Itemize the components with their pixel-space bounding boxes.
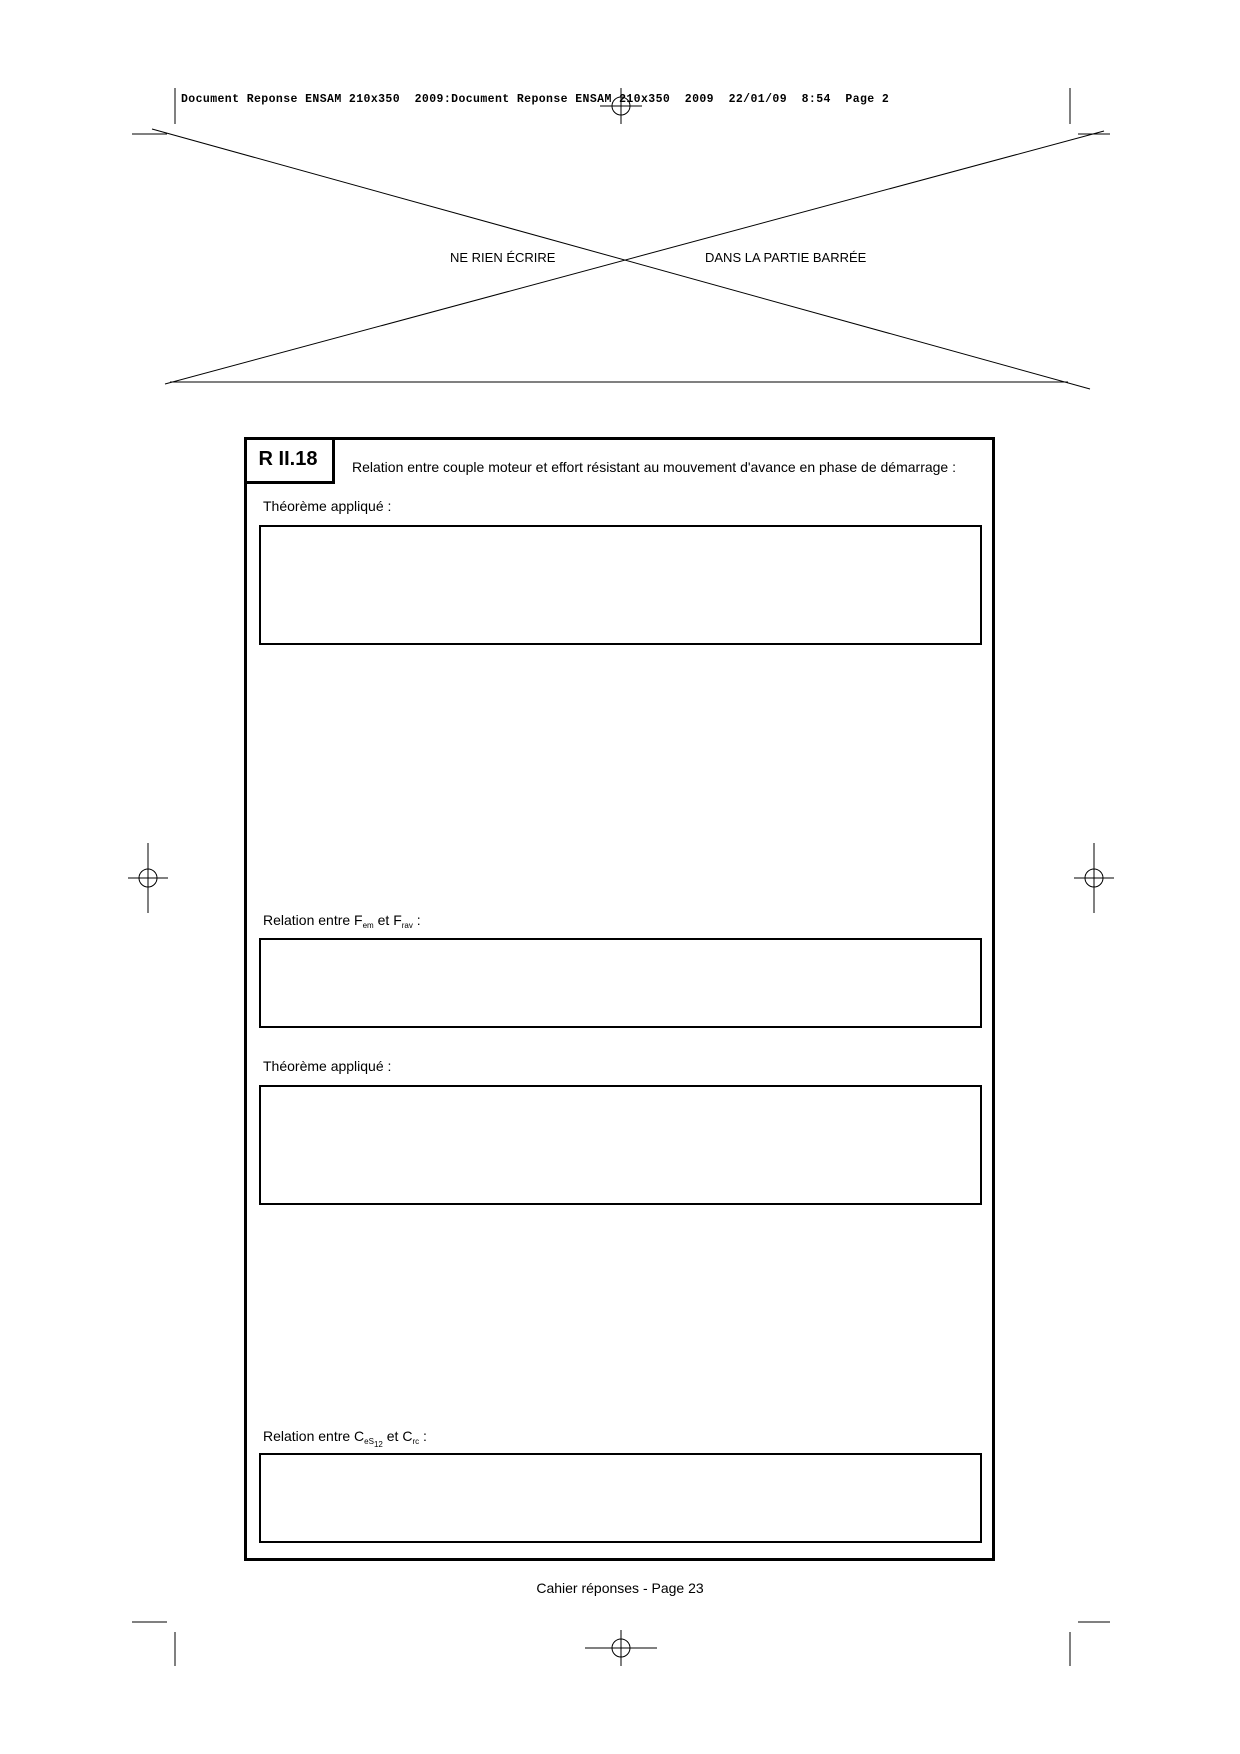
relation-label-1: Relation entre $F_{em}$ et $F_{rav}$ : bbox=[263, 912, 421, 930]
barred-diagonal-2 bbox=[165, 131, 1104, 384]
answer-box-theorem-1[interactable] bbox=[259, 525, 982, 645]
barred-zone-text-right: DANS LA PARTIE BARRÉE bbox=[705, 250, 867, 265]
theorem-label-2: Théorème appliqué : bbox=[263, 1058, 392, 1074]
answer-box-relation-1[interactable] bbox=[259, 938, 982, 1028]
answer-box-theorem-2[interactable] bbox=[259, 1085, 982, 1205]
page-footer: Cahier réponses - Page 23 bbox=[536, 1580, 704, 1596]
answer-box-relation-2[interactable] bbox=[259, 1453, 982, 1543]
question-id: R II.18 bbox=[244, 437, 335, 484]
barred-zone-text-left: NE RIEN ÉCRIRE bbox=[450, 250, 556, 265]
relation-label-2: Relation entre $C_{eS_{12}}$ et $C_{rc}$ : bbox=[263, 1428, 427, 1449]
question-title: Relation entre couple moteur et effort résistant au mouvement d'avance en phase de démarrage : bbox=[352, 459, 956, 475]
print-slug-header: Document Reponse ENSAM 210x350 2009:Document Reponse ENSAM 210x350 2009 22/01/09 8:54 Page 2 bbox=[181, 93, 890, 106]
theorem-label-1: Théorème appliqué : bbox=[263, 498, 392, 514]
